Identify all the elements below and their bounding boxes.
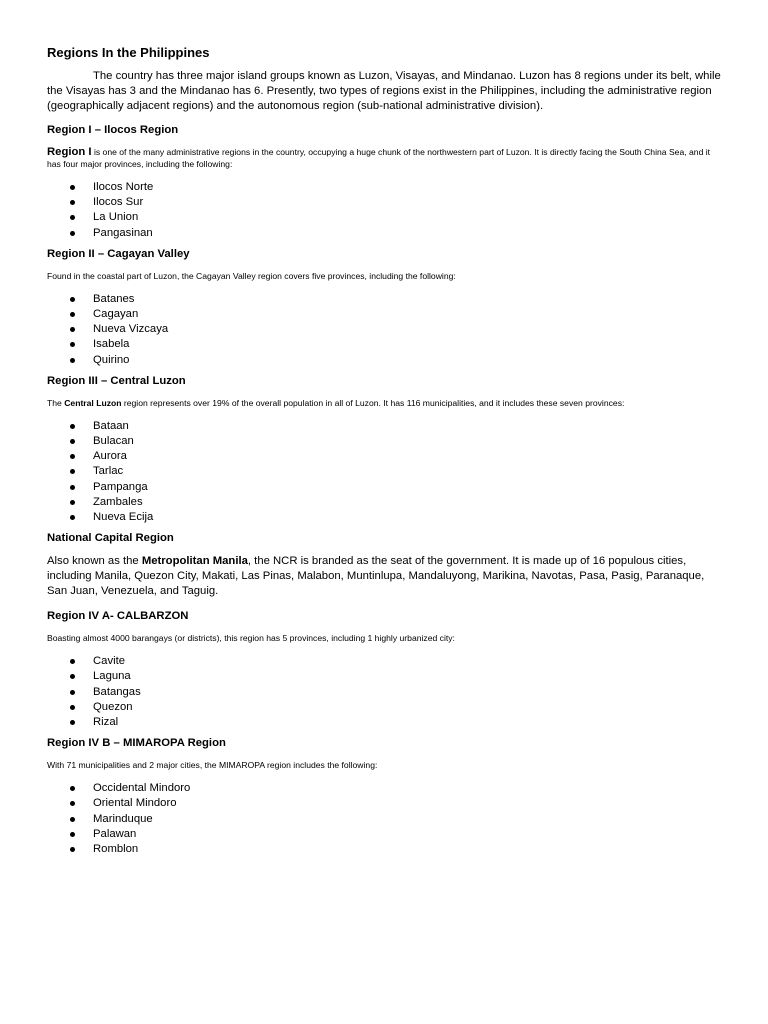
list-item: Pampanga: [47, 480, 725, 495]
region-4a-paragraph: Boasting almost 4000 barangays (or districts), this region has 5 provinces, including 1 highly urbanized city:: [47, 633, 455, 644]
list-item: Bataan: [47, 419, 725, 434]
list-item: Cavite: [47, 654, 725, 669]
bullet-icon: [70, 327, 75, 332]
list-item: La Union: [47, 210, 725, 225]
region-4b-province-list: [47, 781, 725, 857]
list-item: Palawan: [47, 827, 725, 842]
bullet-icon: [70, 720, 75, 725]
section-heading-region-1: Region I – Ilocos Region: [47, 124, 179, 136]
bullet-icon: [70, 231, 75, 236]
bullet-icon: [70, 832, 75, 837]
section-heading-region-2: Region II – Cagayan Valley: [47, 247, 190, 260]
bullet-icon: [70, 312, 75, 317]
section-heading-ncr: National Capital Region: [47, 532, 174, 545]
bullet-icon: [70, 454, 75, 459]
bullet-icon: [70, 500, 75, 505]
bullet-icon: [70, 439, 75, 444]
list-item: Quezon: [47, 700, 725, 715]
bullet-icon: [70, 342, 75, 347]
bullet-icon: [70, 485, 75, 490]
region-2-paragraph: Found in the coastal part of Luzon, the Cagayan Valley region covers five provinces, including the following:: [47, 270, 456, 281]
list-item: Pangasinan: [47, 226, 725, 241]
list-item: Oriental Mindoro: [47, 796, 725, 811]
list-item: Batangas: [47, 685, 725, 700]
document-page: [47, 44, 725, 863]
region-4b-paragraph: With 71 municipalities and 2 major cities, the MIMAROPA region includes the following:: [47, 760, 378, 771]
bullet-icon: [70, 215, 75, 220]
region-4a-province-list: [47, 654, 725, 730]
list-item: Cagayan: [47, 307, 725, 322]
list-item: Rizal: [47, 715, 725, 730]
region-3-paragraph: The Central Luzon region represents over 19% of the overall population in all of Luzon. It has 116 municipalities, and it includes these seven provinces:: [47, 397, 625, 408]
bullet-icon: [70, 674, 75, 679]
bullet-icon: [70, 185, 75, 190]
region-1-lead: Region I: [47, 146, 92, 158]
list-item: Quirino: [47, 353, 725, 368]
list-item: Ilocos Sur: [47, 195, 725, 210]
list-item: Occidental Mindoro: [47, 781, 725, 796]
list-item: Nueva Vizcaya: [47, 322, 725, 337]
list-item: Aurora: [47, 449, 725, 464]
bullet-icon: [70, 424, 75, 429]
list-item: Isabela: [47, 337, 725, 352]
bullet-icon: [70, 705, 75, 710]
region-1-province-list: [47, 180, 725, 241]
list-item: Tarlac: [47, 464, 725, 479]
list-item: Ilocos Norte: [47, 180, 725, 195]
bullet-icon: [70, 200, 75, 205]
intro-paragraph: [47, 69, 725, 114]
region-3-bold-term: Central Luzon: [64, 397, 122, 408]
section-heading-region-4b: Region IV B – MIMAROPA Region: [47, 737, 226, 750]
ncr-paragraph: Also known as the Metropolitan Manila, the NCR is branded as the seat of the government. It is made up of 16 populous cities, including Manila, Quezon City, Makati, Las Pinas, Malabon, Muntinlupa, Mandaluyong, Marikina, Navotas, Pasa, Pasig, Paranaque, San Juan, Venezuela, and Taguig.: [47, 555, 705, 598]
list-item: Batanes: [47, 292, 725, 307]
bullet-icon: [70, 817, 75, 822]
bullet-icon: [70, 786, 75, 791]
page-title: Regions In the Philippines: [47, 45, 210, 60]
list-item: Bulacan: [47, 434, 725, 449]
region-1-text: is one of the many administrative regions in the country, occupying a huge chunk of the northwestern part of Luzon. It is directly facing the South China Sea, and it has four major provinces, including the following:: [47, 147, 711, 169]
ncr-bold-term: Metropolitan Manila: [141, 555, 248, 568]
bullet-icon: [70, 847, 75, 852]
list-item: Nueva Ecija: [47, 510, 725, 525]
region-1-paragraph: [47, 146, 725, 170]
list-item: Marinduque: [47, 812, 725, 827]
list-item: Laguna: [47, 669, 725, 684]
region-2-province-list: [47, 292, 725, 368]
section-heading-region-3: Region III – Central Luzon: [47, 374, 186, 387]
bullet-icon: [70, 297, 75, 302]
section-heading-region-4a: Region IV A- CALBARZON: [47, 610, 189, 623]
bullet-icon: [70, 690, 75, 695]
list-item: Zambales: [47, 495, 725, 510]
list-item: Romblon: [47, 842, 725, 857]
bullet-icon: [70, 469, 75, 474]
bullet-icon: [70, 515, 75, 520]
bullet-icon: [70, 801, 75, 806]
bullet-icon: [70, 659, 75, 664]
region-3-province-list: [47, 419, 725, 525]
intro-text: The country has three major island groups known as Luzon, Visayas, and Mindanao. Luzon has 8 regions under its belt, while the Visayas has 3 and the Mindanao has 6. Presently, two types of regions exist in the Philippines, including the administrative region (geographically adjacent regions) and the autonomous region (sub-national administrative division).: [47, 70, 721, 112]
bullet-icon: [70, 358, 75, 363]
